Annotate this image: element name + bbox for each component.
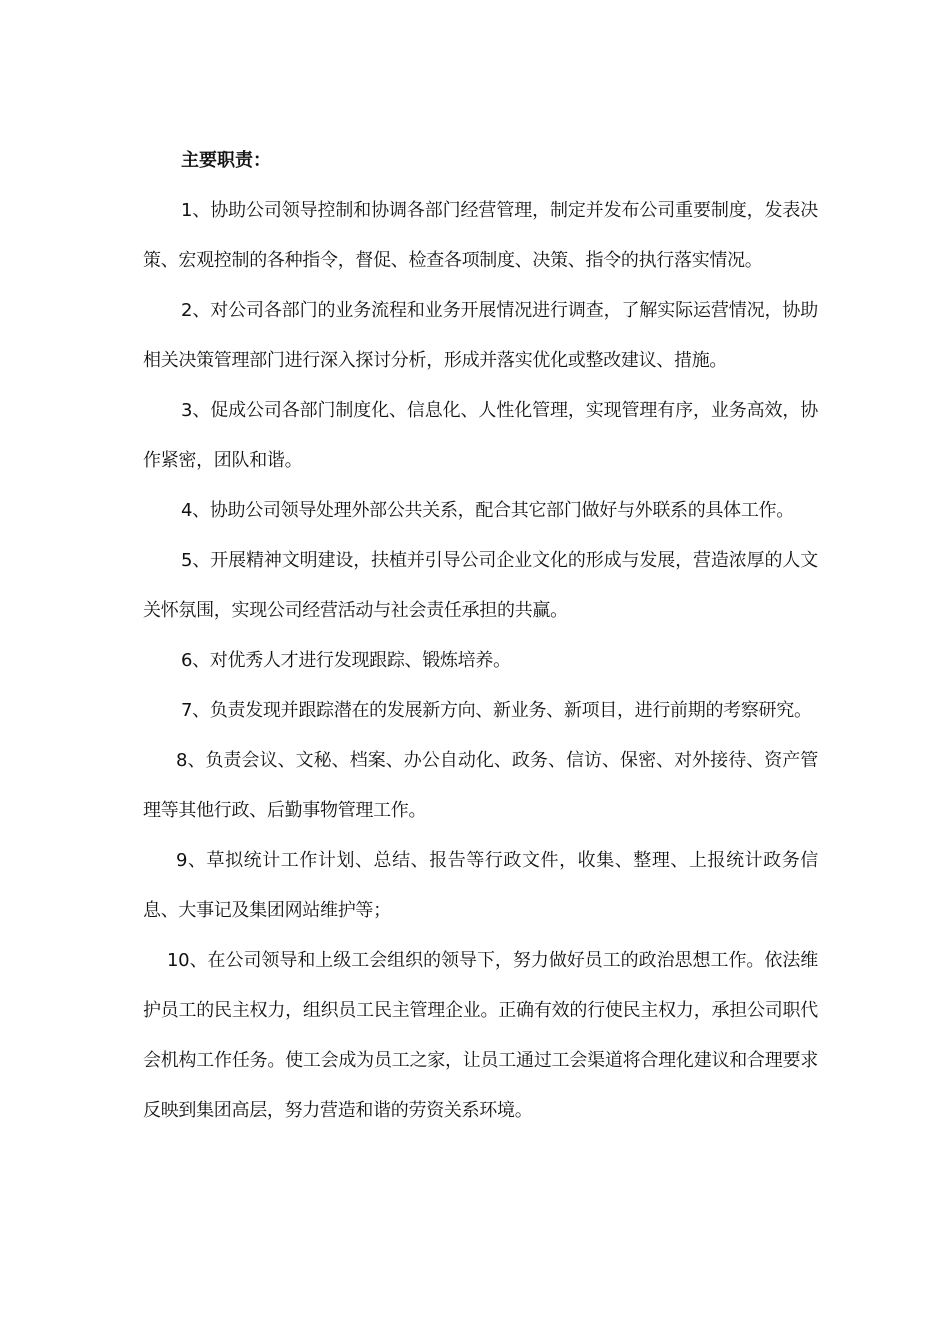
duty-item-5: 5、开展精神文明建设，扶植并引导公司企业文化的形成与发展，营造浓厚的人文关怀氛围，实现公司经营活动与社会责任承担的共赢。 <box>143 550 818 621</box>
duty-item-2: 2、对公司各部门的业务流程和业务开展情况进行调查，了解实际运营情况，协助相关决策管理部门进行深入探讨分析，形成并落实优化或整改建议、措施。 <box>143 300 818 371</box>
duty-item-1: 1、协助公司领导控制和协调各部门经营管理，制定并发布公司重要制度，发表决策、宏观控制的各种指令，督促、检查各项制度、决策、指令的执行落实情况。 <box>143 200 818 271</box>
duty-item-9: 9、草拟统计工作计划、总结、报告等行政文件，收集、整理、上报统计政务信息、大事记及集团网站维护等； <box>143 850 818 921</box>
duty-item-3: 3、促成公司各部门制度化、信息化、人性化管理，实现管理有序，业务高效，协作紧密，团队和谐。 <box>143 400 818 471</box>
duty-item-4: 4、协助公司领导处理外部公共关系，配合其它部门做好与外联系的具体工作。 <box>181 500 794 521</box>
duty-item-6: 6、对优秀人才进行发现跟踪、锻炼培养。 <box>181 650 511 671</box>
document-body <box>143 136 818 1136</box>
duty-item-7: 7、负责发现并跟踪潜在的发展新方向、新业务、新项目，进行前期的考察研究。 <box>181 700 812 721</box>
duty-item-8: 8、负责会议、文秘、档案、办公自动化、政务、信访、保密、对外接待、资产管理等其他行政、后勤事物管理工作。 <box>143 750 818 821</box>
duty-item-10: 10、在公司领导和上级工会组织的领导下，努力做好员工的政治思想工作。依法维护员工的民主权力，组织员工民主管理企业。正确有效的行使民主权力，承担公司职代会机构工作任务。使工会成为员工之家，让员工通过工会渠道将合理化建议和合理要求反映到集团高层，努力营造和谐的劳资关系环境。 <box>143 950 818 1121</box>
section-heading: 主要职责： <box>181 150 271 171</box>
